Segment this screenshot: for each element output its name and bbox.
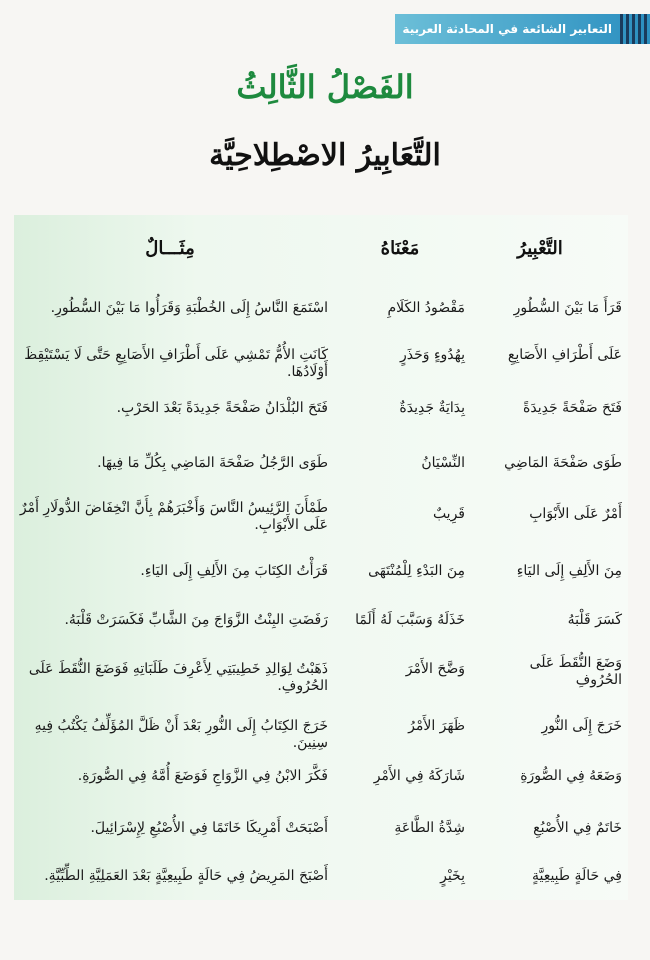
table-row xyxy=(0,500,650,550)
header-stripes-decoration xyxy=(620,14,650,44)
chapter-title: الفَصْلُ الثَّالِثُ xyxy=(236,68,414,106)
expression-cell: فِي حَالَةٍ طَبِيعِيَّةٍ xyxy=(531,868,622,884)
example-cell: أَصْبَحَ المَرِيضُ فِي حَالَةٍ طَبِيعِيَّةٍ بَعْدَ العَمَلِيَّةِ الطِّبِّيَّةِ. xyxy=(44,868,328,884)
expression-cell: طَوَى صَفْحَةَ المَاضِي xyxy=(504,455,622,471)
running-header xyxy=(395,14,650,44)
example-cell: اسْتَمَعَ النَّاسُ إِلَى الخُطْبَةِ وَقَرَأُوا مَا بَيْنَ السُّطُورِ. xyxy=(50,300,328,316)
meaning-cell: مِنَ البَدْءِ لِلْمُنْتَهَى xyxy=(368,563,465,579)
example-cell: قَرَأْتُ الكِتَابَ مِنَ الأَلِفِ إِلَى اليَاءِ. xyxy=(140,563,328,579)
table-row xyxy=(0,655,650,705)
table-row xyxy=(0,455,650,505)
table-row xyxy=(0,563,650,613)
column-header-example: مِثَـــالٌ xyxy=(145,238,195,259)
column-header-meaning: مَعْنَاهُ xyxy=(380,238,420,259)
meaning-cell: النِّسْيَانُ xyxy=(421,455,465,471)
meaning-cell: بِهُدُوءٍ وَحَذَرٍ xyxy=(399,347,465,363)
example-cell: فَتَحَ البُلْدَانُ صَفْحَةً جَدِيدَةً بَعْدَ الحَرْبِ. xyxy=(116,400,328,416)
meaning-cell: مَقْصُودُ الكَلَامِ xyxy=(387,300,465,316)
expression-cell: وَضَعَهُ فِي الصُّورَةِ xyxy=(520,768,622,784)
meaning-cell: بِدَايَةٌ جَدِيدَةٌ xyxy=(399,400,465,416)
example-cell: خَرَجَ الكِتَابُ إِلَى النُّورِ بَعْدَ أَنْ ظَلَّ المُؤَلِّفُ يَكْتُبُ فِيهِ سِنِينَ. xyxy=(34,718,328,751)
expression-cell: خَرَجَ إِلَى النُّورِ xyxy=(541,718,622,734)
meaning-cell: قَرِيبٌ xyxy=(432,506,465,522)
expression-cell: قَرَأَ مَا بَيْنَ السُّطُورِ xyxy=(513,300,622,316)
table-row xyxy=(0,820,650,870)
example-cell: طَمْأَنَ الرَّئِيسُ النَّاسَ وَأَخْبَرَهُمْ بِأَنَّ انْخِفَاضَ الدُّولَارِ أَمْرٌ عَلَى الأَبْوَابِ. xyxy=(19,500,328,533)
expression-cell: فَتَحَ صَفْحَةً جَدِيدَةً xyxy=(523,400,622,416)
column-header-expression: التَّعْبِيرُ xyxy=(517,238,563,259)
table-row xyxy=(0,768,650,818)
expression-cell: وَضَعَ النُّقَطَ عَلَى الحُرُوفِ xyxy=(529,655,622,688)
table-row xyxy=(0,400,650,450)
expression-cell: مِنَ الأَلِفِ إِلَى اليَاءِ xyxy=(516,563,622,579)
example-cell: طَوَى الرَّجُلُ صَفْحَةَ المَاضِي بِكُلِّ مَا فِيهَا. xyxy=(97,455,328,471)
example-cell: أَصْبَحَتْ أَمْرِيكَا خَاتَمًا فِي الأُصْبُعِ لِإِسْرَائِيلَ. xyxy=(90,820,328,836)
example-cell: ذَهَبْتُ لِوَالِدِ خَطِيبَتِي لِأَعْرِفَ طَلَبَاتِهِ فَوَضَعَ النُّقَطَ عَلَى الحُرُوفِ. xyxy=(28,661,328,694)
table-row xyxy=(0,300,650,350)
meaning-cell: ظَهَرَ الأَمْرُ xyxy=(408,718,465,734)
table-row xyxy=(0,718,650,768)
running-header-text: التعابير الشائعة في المحادثة العربية xyxy=(402,22,612,36)
meaning-cell: وَضَّحَ الأَمْرَ xyxy=(405,661,465,677)
expression-cell: عَلَى أَطْرَافِ الأَصَابِعِ xyxy=(507,347,622,363)
expression-cell: أَمْرٌ عَلَى الأَبْوَابِ xyxy=(529,506,622,522)
expression-cell: كَسَرَ قَلْبَهُ xyxy=(567,612,622,628)
table-row xyxy=(0,347,650,397)
example-cell: رَفَضَتِ البِنْتُ الزَّوَاجَ مِنَ الشَّابِّ فَكَسَرَتْ قَلْبَهُ. xyxy=(64,612,328,628)
example-cell: فَكَّرَ الابْنُ فِي الزَّوَاجِ فَوَضَعَ أُمَّهُ فِي الصُّورَةِ. xyxy=(77,768,328,784)
meaning-cell: بِخَيْرٍ xyxy=(440,868,465,884)
expression-cell: خَاتَمٌ فِي الأُصْبُعِ xyxy=(533,820,622,836)
meaning-cell: شَارَكَهُ فِي الأَمْرِ xyxy=(373,768,465,784)
meaning-cell: خَذَلَهُ وَسَبَّبَ لَهُ أَلَمًا xyxy=(355,612,465,628)
meaning-cell: شِدَّةُ الطَّاعَةِ xyxy=(394,820,465,836)
table-row xyxy=(0,868,650,918)
example-cell: كَانَتِ الأُمُّ تَمْشِي عَلَى أَطْرَافِ الأَصَابِعِ حَتَّى لَا يَسْتَيْقِظَ أَوْلَادُهَا. xyxy=(24,347,328,380)
section-title: التَّعَابِيرُ الاصْطِلاحِيَّة xyxy=(209,138,441,173)
